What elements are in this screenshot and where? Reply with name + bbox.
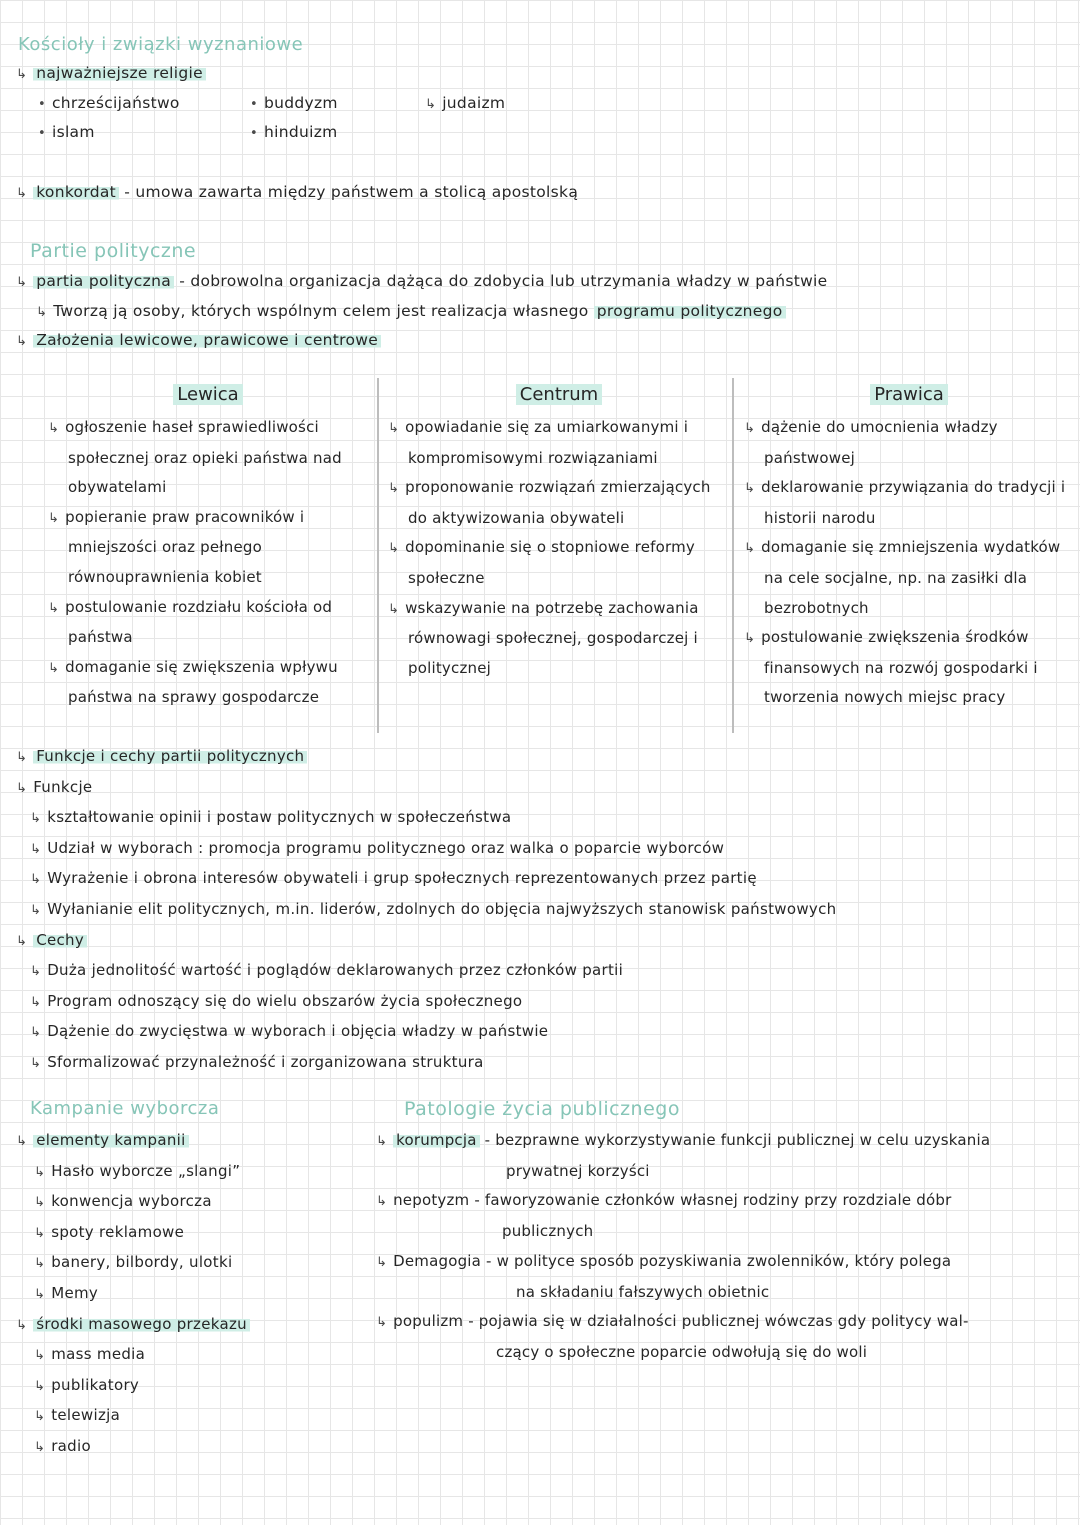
column-title: Lewica	[48, 384, 368, 405]
party-definition-row: ↳ partia polityczna - dobrowolna organizacja dążąca do zdobycia lub utrzymania władzy w państwie	[16, 272, 828, 290]
religions-label: najważniejsze religie	[33, 64, 206, 82]
pathology-item: ↳ populizm - pojawia się w działalności publicznej wówczas gdy politycy wal-	[376, 1312, 969, 1331]
campaign-element: ↳ spoty reklamowe	[34, 1222, 185, 1241]
arrow-icon: ↳	[16, 67, 28, 82]
functions-section	[16, 742, 836, 1079]
media-item: ↳ radio	[34, 1436, 91, 1455]
column-item: ↳ domaganie się zwiększenia wpływu państwa na sprawy gospodarcze	[48, 657, 338, 707]
column-item: ↳ popieranie praw pracowników i mniejszości oraz pełnego równouprawnienia kobiet	[48, 507, 305, 586]
campaign-element: ↳ konwencja wyborcza	[34, 1192, 212, 1211]
pathology-item-cont: prywatnej korzyści	[506, 1161, 650, 1180]
column-divider	[732, 378, 734, 733]
concordat-term: konkordat	[33, 183, 119, 201]
campaign-element: ↳ banery, bilbordy, ulotki	[34, 1253, 233, 1272]
parties-heading: Partie polityczne	[30, 240, 197, 262]
campaign-elements-label: ↳ elementy kampanii	[16, 1126, 250, 1157]
feature-item: ↳ Dążenie do zwycięstwa w wyborach i objęcia władzy w państwie	[30, 1022, 549, 1041]
pathologies-section	[376, 1126, 1072, 1368]
concordat-row	[16, 183, 578, 201]
religion-item: ↳ judaizm	[425, 94, 506, 112]
column-item: ↳ dążenie do umocnienia władzy państwowej	[744, 418, 998, 467]
column-item: ↳ deklarowanie przywiązania do tradycji i historii narodu	[744, 478, 1066, 527]
function-item: ↳ Wyłanianie elit politycznych, m.in. liderów, zdolnych do objęcia najwyższych stanowisk państwowych	[30, 899, 837, 918]
arrow-icon: ↳	[16, 186, 28, 201]
program-highlight: programu politycznego	[594, 302, 786, 320]
column-divider	[377, 378, 379, 733]
function-item: ↳ Wyrażenie i obrona interesów obywateli i grup społecznych reprezentowanych przez partię	[30, 869, 757, 888]
churches-heading: Kościoły i związki wyznaniowe	[18, 34, 304, 55]
column-right	[744, 384, 1074, 713]
pathology-item-cont: publicznych	[502, 1222, 594, 1241]
features-label: ↳ Cechy	[16, 926, 836, 957]
feature-item: ↳ Duża jednolitość wartość i poglądów deklarowanych przez członków partii	[30, 961, 624, 980]
party-line2: ↳ Tworzą ją osoby, których wspólnym celem jest realizacja własnego programu politycznego	[36, 302, 786, 320]
pathology-item: ↳ nepotyzm - faworyzowanie członków własnej rodziny przy rozdziale dóbr	[376, 1191, 952, 1210]
column-item: ↳ wskazywanie na potrzebę zachowania równowagi społecznej, gospodarczej i politycznej	[388, 598, 699, 677]
assumptions-label: Założenia lewicowe, prawicowe i centrowe	[33, 331, 381, 349]
assumptions-row: ↳ Założenia lewicowe, prawicowe i centrowe	[16, 331, 381, 349]
religion-item: • buddyzm	[250, 94, 338, 112]
column-item: ↳ opowiadanie się za umiarkowanymi i kompromisowymi rozwiązaniami	[388, 418, 689, 467]
column-item: ↳ dopominanie się o stopniowe reformy społeczne	[388, 538, 695, 587]
column-item: ↳ ogłoszenie haseł sprawiedliwości społecznej oraz opieki państwa nad obywatelami	[48, 418, 342, 497]
functions-heading: ↳ Funkcje i cechy partii politycznych	[16, 742, 836, 773]
column-item: ↳ postulowanie zwiększenia środków finansowych na rozwój gospodarki i tworzenia nowych miejsc pracy	[744, 628, 1038, 707]
pathology-item-cont: czący o społeczne poparcie odwołują się do woli	[496, 1342, 868, 1361]
column-item: ↳ postulowanie rozdziału kościoła od państwa	[48, 597, 333, 647]
feature-item: ↳ Program odnoszący się do wielu obszarów życia społecznego	[30, 991, 523, 1010]
party-definition: - dobrowolna organizacja dążąca do zdobycia lub utrzymania władzy w państwie	[179, 272, 828, 290]
religions-label-row	[16, 64, 206, 82]
religion-item: • islam	[38, 123, 95, 141]
party-term: partia polityczna	[33, 272, 174, 290]
functions-label: ↳ Funkcje	[16, 777, 93, 796]
column-item: ↳ domaganie się zmniejszenia wydatków na cele socjalne, np. na zasiłki dla bezrobotnych	[744, 538, 1061, 617]
media-label: ↳ środki masowego przekazu	[16, 1310, 250, 1341]
column-title: Prawica	[744, 384, 1074, 405]
campaign-heading: Kampanie wyborcza	[30, 1098, 220, 1119]
pathologies-heading: Patologie życia publicznego	[404, 1098, 680, 1120]
column-center	[388, 384, 730, 683]
function-item: ↳ Udział w wyborach : promocja programu politycznego oraz walka o poparcie wyborców	[30, 838, 725, 857]
concordat-definition: - umowa zawarta między państwem a stolicą apostolską	[124, 183, 579, 201]
column-item: ↳ proponowanie rozwiązań zmierzających do aktywizowania obywateli	[388, 478, 711, 527]
function-item: ↳ kształtowanie opinii i postaw politycznych w społeczeństwa	[30, 808, 512, 827]
pathology-item-cont: na składaniu fałszywych obietnic	[516, 1282, 770, 1301]
campaign-element: ↳ Memy	[34, 1283, 99, 1302]
media-item: ↳ telewizja	[34, 1406, 121, 1425]
campaign-element: ↳ Hasło wyborcze „slangi”	[34, 1161, 241, 1180]
column-title: Centrum	[388, 384, 730, 405]
religion-item: • chrześcijaństwo	[38, 94, 180, 112]
column-left	[48, 384, 368, 713]
media-item: ↳ publikatory	[34, 1375, 140, 1394]
campaign-section	[16, 1126, 250, 1463]
pathology-item: ↳ Demagogia - w polityce sposób pozyskiwania zwolenników, który polega	[376, 1251, 952, 1270]
religion-item: • hinduizm	[250, 123, 338, 141]
feature-item: ↳ Sformalizować przynależność i zorganizowana struktura	[30, 1052, 484, 1071]
media-item: ↳ mass media	[34, 1345, 146, 1364]
pathology-item: ↳ korumpcja - bezprawne wykorzystywanie funkcji publicznej w celu uzyskania	[376, 1131, 991, 1149]
